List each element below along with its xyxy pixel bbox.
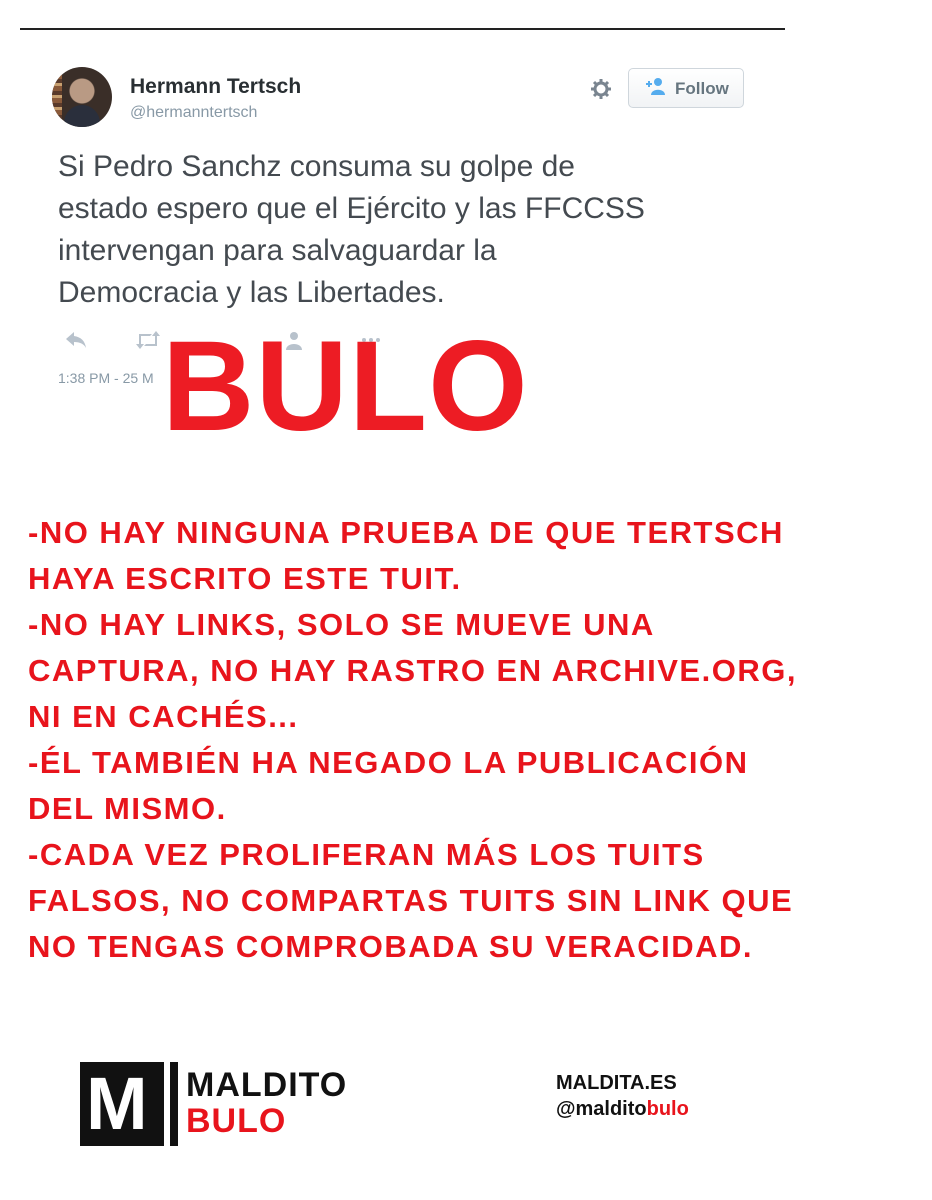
logo-letter: M bbox=[86, 1062, 148, 1145]
avatar bbox=[52, 67, 112, 127]
note-line: FALSOS, NO COMPARTAS TUITS SIN LINK QUE bbox=[28, 883, 794, 918]
tweet-text-line: estado espero que el Ejército y las FFCCSS bbox=[58, 192, 645, 225]
add-person-icon bbox=[645, 77, 665, 95]
tweet-timestamp: 1:38 PM - 25 M bbox=[58, 370, 154, 386]
tweet-text bbox=[58, 146, 778, 314]
hoax-stamp: BULO bbox=[162, 315, 529, 458]
fact-check-notes bbox=[28, 510, 908, 970]
note-line: -NO HAY LINKS, SOLO SE MUEVE UNA bbox=[28, 607, 655, 642]
maldito-bulo-logo bbox=[80, 1062, 360, 1146]
credit-handle-prefix: @maldito bbox=[556, 1098, 647, 1120]
note-line: NO TENGAS COMPROBADA SU VERACIDAD. bbox=[28, 929, 753, 964]
source-credit bbox=[556, 1070, 716, 1122]
reply-icon[interactable] bbox=[64, 330, 88, 356]
tweet-text-line: intervengan para salvaguardar la bbox=[58, 234, 497, 267]
note-line: NI EN CACHÉS... bbox=[28, 699, 299, 734]
retweet-icon[interactable] bbox=[134, 330, 162, 356]
note-line: CAPTURA, NO HAY RASTRO EN ARCHIVE.ORG, bbox=[28, 653, 797, 688]
tweet-author-handle: @hermanntertsch bbox=[130, 104, 258, 121]
note-line: HAYA ESCRITO ESTE TUIT. bbox=[28, 561, 462, 596]
note-line: -NO HAY NINGUNA PRUEBA DE QUE TERTSCH bbox=[28, 515, 784, 550]
gear-icon[interactable] bbox=[590, 78, 612, 100]
tweet-text-line: Democracia y las Libertades. bbox=[58, 276, 445, 309]
tweet-author-name: Hermann Tertsch bbox=[130, 75, 302, 98]
follow-label: Follow bbox=[675, 79, 729, 98]
logo-bar bbox=[170, 1062, 178, 1146]
tweet-text-line: Si Pedro Sanchz consuma su golpe de bbox=[58, 150, 575, 183]
bookshelf-background bbox=[52, 67, 62, 127]
avatar-figure bbox=[64, 105, 100, 127]
credit-handle bbox=[556, 1096, 716, 1122]
credit-handle-suffix: bulo bbox=[646, 1098, 689, 1120]
logo-word-maldito: MALDITO bbox=[186, 1066, 348, 1104]
follow-button[interactable] bbox=[628, 68, 744, 108]
top-divider bbox=[20, 28, 785, 30]
note-line: -CADA VEZ PROLIFERAN MÁS LOS TUITS bbox=[28, 837, 705, 872]
note-line: -ÉL TAMBIÉN HA NEGADO LA PUBLICACIÓN bbox=[28, 745, 749, 780]
credit-site: MALDITA.ES bbox=[556, 1072, 677, 1094]
logo-word-bulo: BULO bbox=[186, 1102, 287, 1140]
logo-m-box bbox=[80, 1062, 164, 1146]
note-line: DEL MISMO. bbox=[28, 791, 227, 826]
